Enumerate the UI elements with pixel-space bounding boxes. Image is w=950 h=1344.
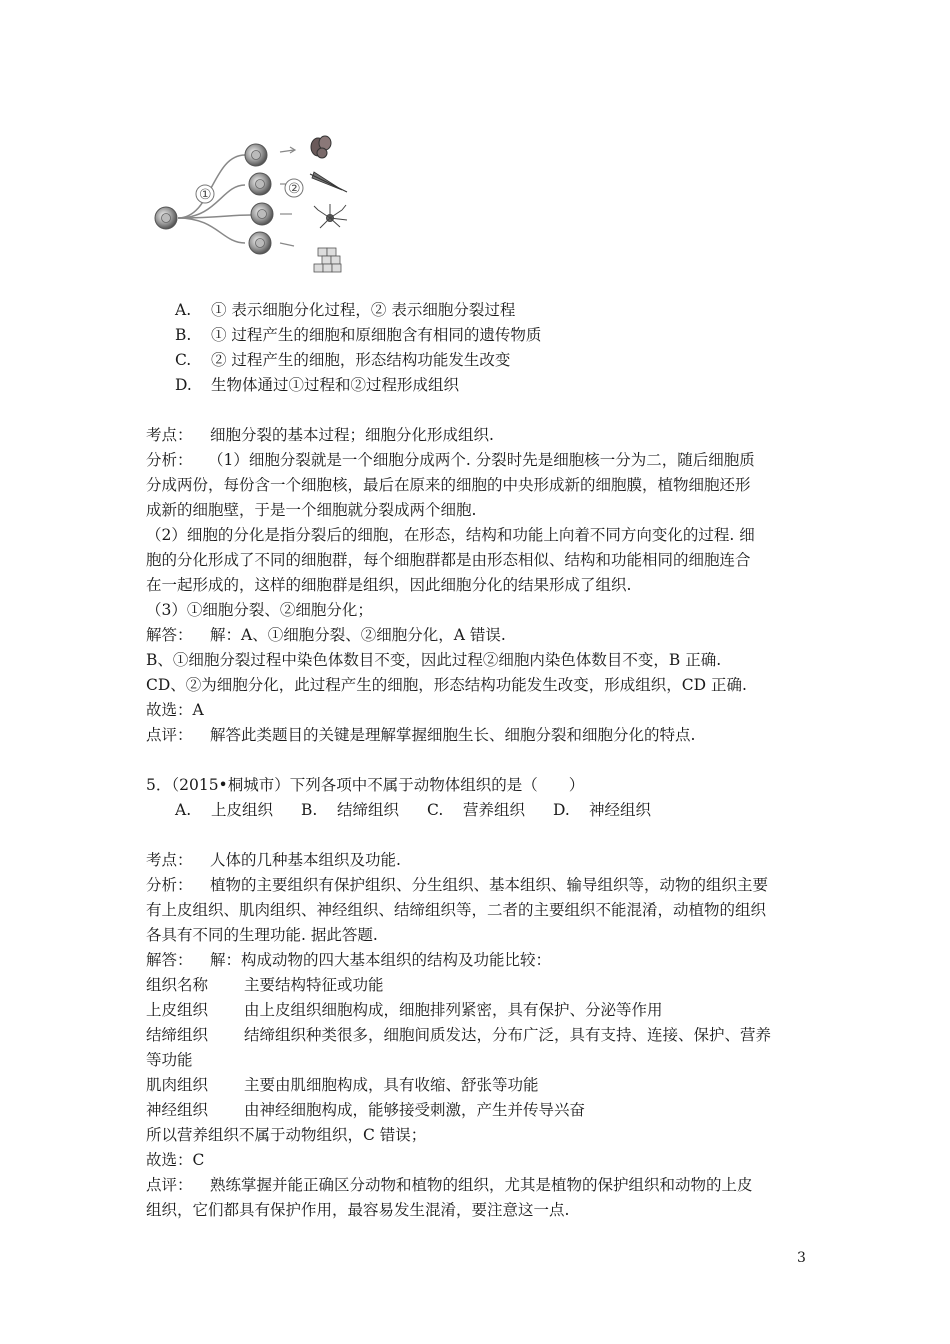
q5-table-row-wrap: 等功能 xyxy=(146,1051,193,1069)
q4-answer: 故选：A xyxy=(146,701,204,719)
epithelial-cells xyxy=(314,248,341,272)
q4-kaodian: 考点： 细胞分裂的基本过程；细胞分化形成组织. xyxy=(146,426,494,444)
q5-table-row: 肌肉组织 主要由肌细胞构成，具有收缩、舒张等功能 xyxy=(146,1076,539,1094)
muscle-cell xyxy=(310,172,347,192)
q5-kaodian: 考点： 人体的几种基本组织及功能. xyxy=(146,851,401,869)
q4-fenxi-line-7: （3）①细胞分裂、②细胞分化； xyxy=(146,601,373,619)
q5-jieda-intro: 解答： 解：构成动物的四大基本组织的结构及功能比较： xyxy=(146,951,552,969)
q4-fenxi-line-5: 胞的分化形成了不同的细胞群，每个细胞群都是由形态相似、结构和功能相同的细胞连合 xyxy=(146,551,751,569)
q4-jieda-line-3: CD、②为细胞分化，此过程产生的细胞，形态结构功能发生改变，形成组织，CD 正确. xyxy=(146,676,747,694)
blood-cells xyxy=(311,136,331,158)
q5-stem: 5．（2015•桐城市）下列各项中不属于动物体组织的是（ ） xyxy=(146,776,585,794)
q4-fenxi-line-3: 成新的细胞壁，于是一个细胞就分裂成两个细胞. xyxy=(146,501,477,519)
q5-conclusion: 所以营养组织不属于动物组织，C 错误； xyxy=(146,1126,427,1144)
q5-table-row: 神经组织 由神经细胞构成，能够接受刺激，产生并传导兴奋 xyxy=(146,1101,586,1119)
q5-dianping-line-2: 组织，它们都具有保护作用，最容易发生混淆，要注意这一点. xyxy=(146,1201,570,1219)
q5-options xyxy=(175,800,679,820)
q4-jieda-line-2: B、①细胞分裂过程中染色体数目不变，因此过程②细胞内染色体数目不变，B 正确. xyxy=(146,651,722,669)
nerve-cell xyxy=(314,204,347,228)
daughter-cell xyxy=(245,144,267,166)
q4-option-d: D. 生物体通过①过程和②过程形成组织 xyxy=(175,376,460,394)
q5-option-b: B. 结缔组织 xyxy=(301,801,400,819)
daughter-cell xyxy=(251,203,273,225)
q4-fenxi-line-2: 分成两份，每份含一个细胞核，最后在原来的细胞的中央形成新的细胞膜，植物细胞还形 xyxy=(146,476,751,494)
figure-label-1: ① xyxy=(199,187,212,203)
daughter-cell xyxy=(249,232,271,254)
daughter-cell xyxy=(249,173,271,195)
q5-table-header: 组织名称 主要结构特征或功能 xyxy=(146,976,384,994)
q4-option-a: A. ① 表示细胞分化过程，② 表示细胞分裂过程 xyxy=(175,301,516,319)
q5-fenxi-line-2: 有上皮组织、肌肉组织、神经组织、结缔组织等，二者的主要组织不能混淆，动植物的组织 xyxy=(146,901,767,919)
q5-dianping-line-1: 点评： 熟练掌握并能正确区分动物和植物的组织，尤其是植物的保护组织和动物的上皮 xyxy=(146,1176,753,1194)
q4-fenxi-line-1: 分析： （1）细胞分裂就是一个细胞分成两个. 分裂时先是细胞核一分为二，随后细胞质 xyxy=(146,451,755,469)
q5-answer: 故选：C xyxy=(146,1151,205,1169)
q5-option-a: A. 上皮组织 xyxy=(175,801,274,819)
parent-cell xyxy=(155,207,177,229)
cell-diagram xyxy=(142,130,372,285)
q4-option-b: B. ① 过程产生的细胞和原细胞含有相同的遗传物质 xyxy=(175,326,542,344)
q4-dianping: 点评： 解答此类题目的关键是理解掌握细胞生长、细胞分裂和细胞分化的特点. xyxy=(146,726,696,744)
q5-table-row: 结缔组织 结缔组织种类很多，细胞间质发达，分布广泛，具有支持、连接、保护、营养 xyxy=(146,1026,772,1044)
q5-option-d: D. 神经组织 xyxy=(553,801,652,819)
q4-option-c: C. ② 过程产生的细胞，形态结构功能发生改变 xyxy=(175,351,511,369)
q5-table-row: 上皮组织 由上皮组织细胞构成，细胞排列紧密，具有保护、分泌等作用 xyxy=(146,1001,663,1019)
q4-fenxi-line-4: （2）细胞的分化是指分裂后的细胞，在形态，结构和功能上向着不同方向变化的过程. 细 xyxy=(146,526,755,544)
q4-fenxi-line-6: 在一起形成的，这样的细胞群是组织，因此细胞分化的结果形成了组织. xyxy=(146,576,632,594)
figure-label-2: ② xyxy=(288,181,301,197)
q5-option-c: C. 营养组织 xyxy=(427,801,526,819)
q5-fenxi-line-1: 分析： 植物的主要组织有保护组织、分生组织、基本组织、输导组织等，动物的组织主要 xyxy=(146,876,769,894)
q4-jieda-line-1: 解答： 解：A、①细胞分裂、②细胞分化，A 错误. xyxy=(146,626,506,644)
q5-fenxi-line-3: 各具有不同的生理功能. 据此答题. xyxy=(146,926,378,944)
page-number: 3 xyxy=(797,1250,806,1266)
